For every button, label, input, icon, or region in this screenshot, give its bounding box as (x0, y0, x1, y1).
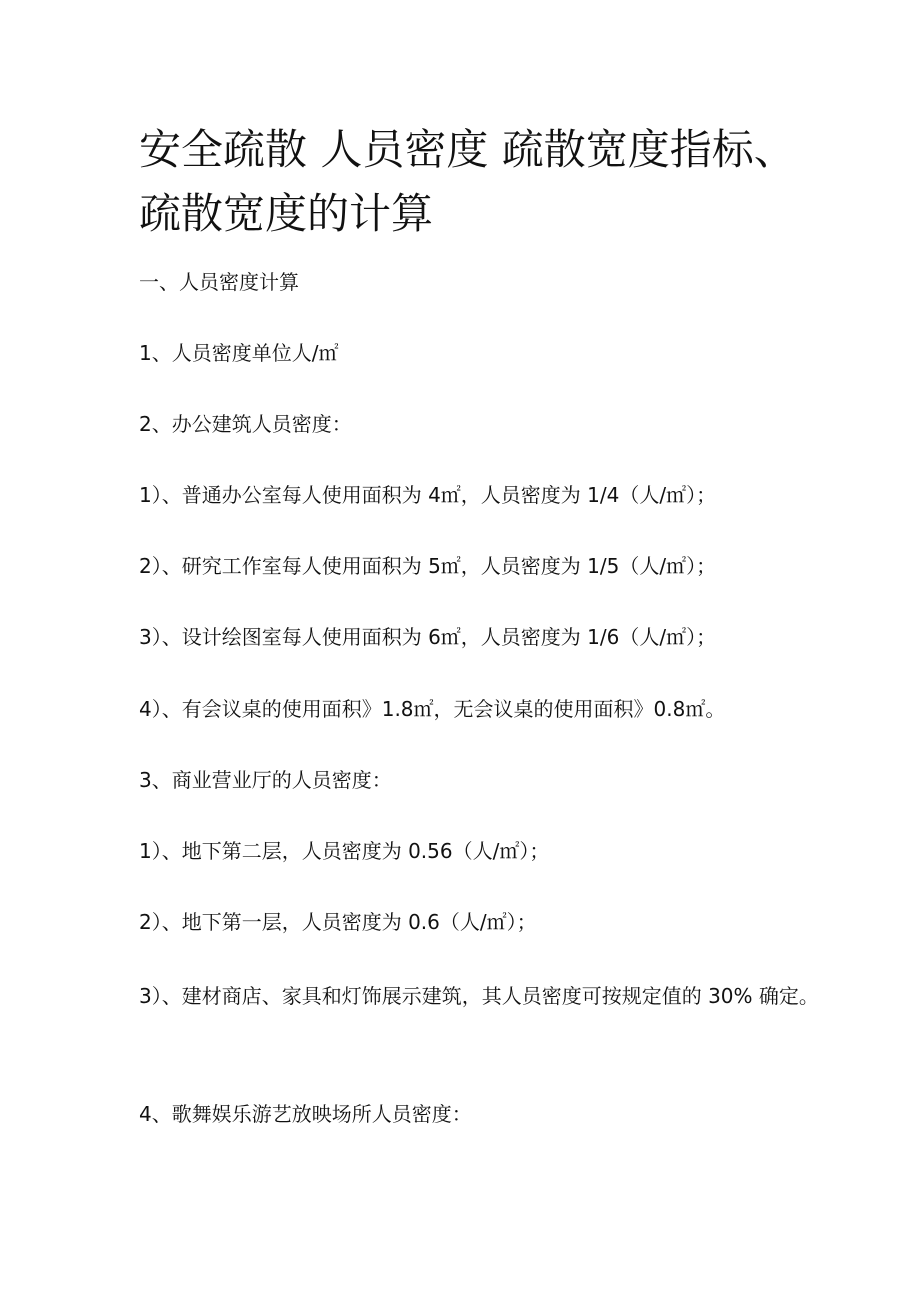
paragraph: 4、歌舞娱乐游艺放映场所人员密度： (139, 1102, 472, 1126)
list-item: 4）、有会议桌的使用面积》1.8㎡，无会议桌的使用面积》0.8㎡。 (139, 697, 726, 721)
paragraph: 1、人员密度单位人/㎡ (139, 341, 339, 365)
paragraph: 3、商业营业厅的人员密度： (139, 768, 392, 792)
list-item: 1）、地下第二层，人员密度为 0.56（人/㎡）； (139, 839, 550, 863)
section-heading: 一、人员密度计算 (139, 270, 299, 294)
list-item: 3）、建材商店、家具和灯饰展示建筑，其人员密度可按规定值的 30% 确定。 (139, 984, 819, 1008)
document-title: 安全疏散 人员密度 疏散宽度指标、疏散宽度的计算 (139, 125, 796, 238)
paragraph: 2、办公建筑人员密度： (139, 412, 352, 436)
list-item: 2）、研究工作室每人使用面积为 5㎡，人员密度为 1/5（人/㎡）； (139, 554, 717, 578)
list-item: 3）、设计绘图室每人使用面积为 6㎡，人员密度为 1/6（人/㎡）； (139, 625, 717, 649)
list-item: 2）、地下第一层，人员密度为 0.6（人/㎡）； (139, 910, 537, 934)
list-item: 1）、普通办公室每人使用面积为 4㎡，人员密度为 1/4（人/㎡）； (139, 483, 717, 507)
